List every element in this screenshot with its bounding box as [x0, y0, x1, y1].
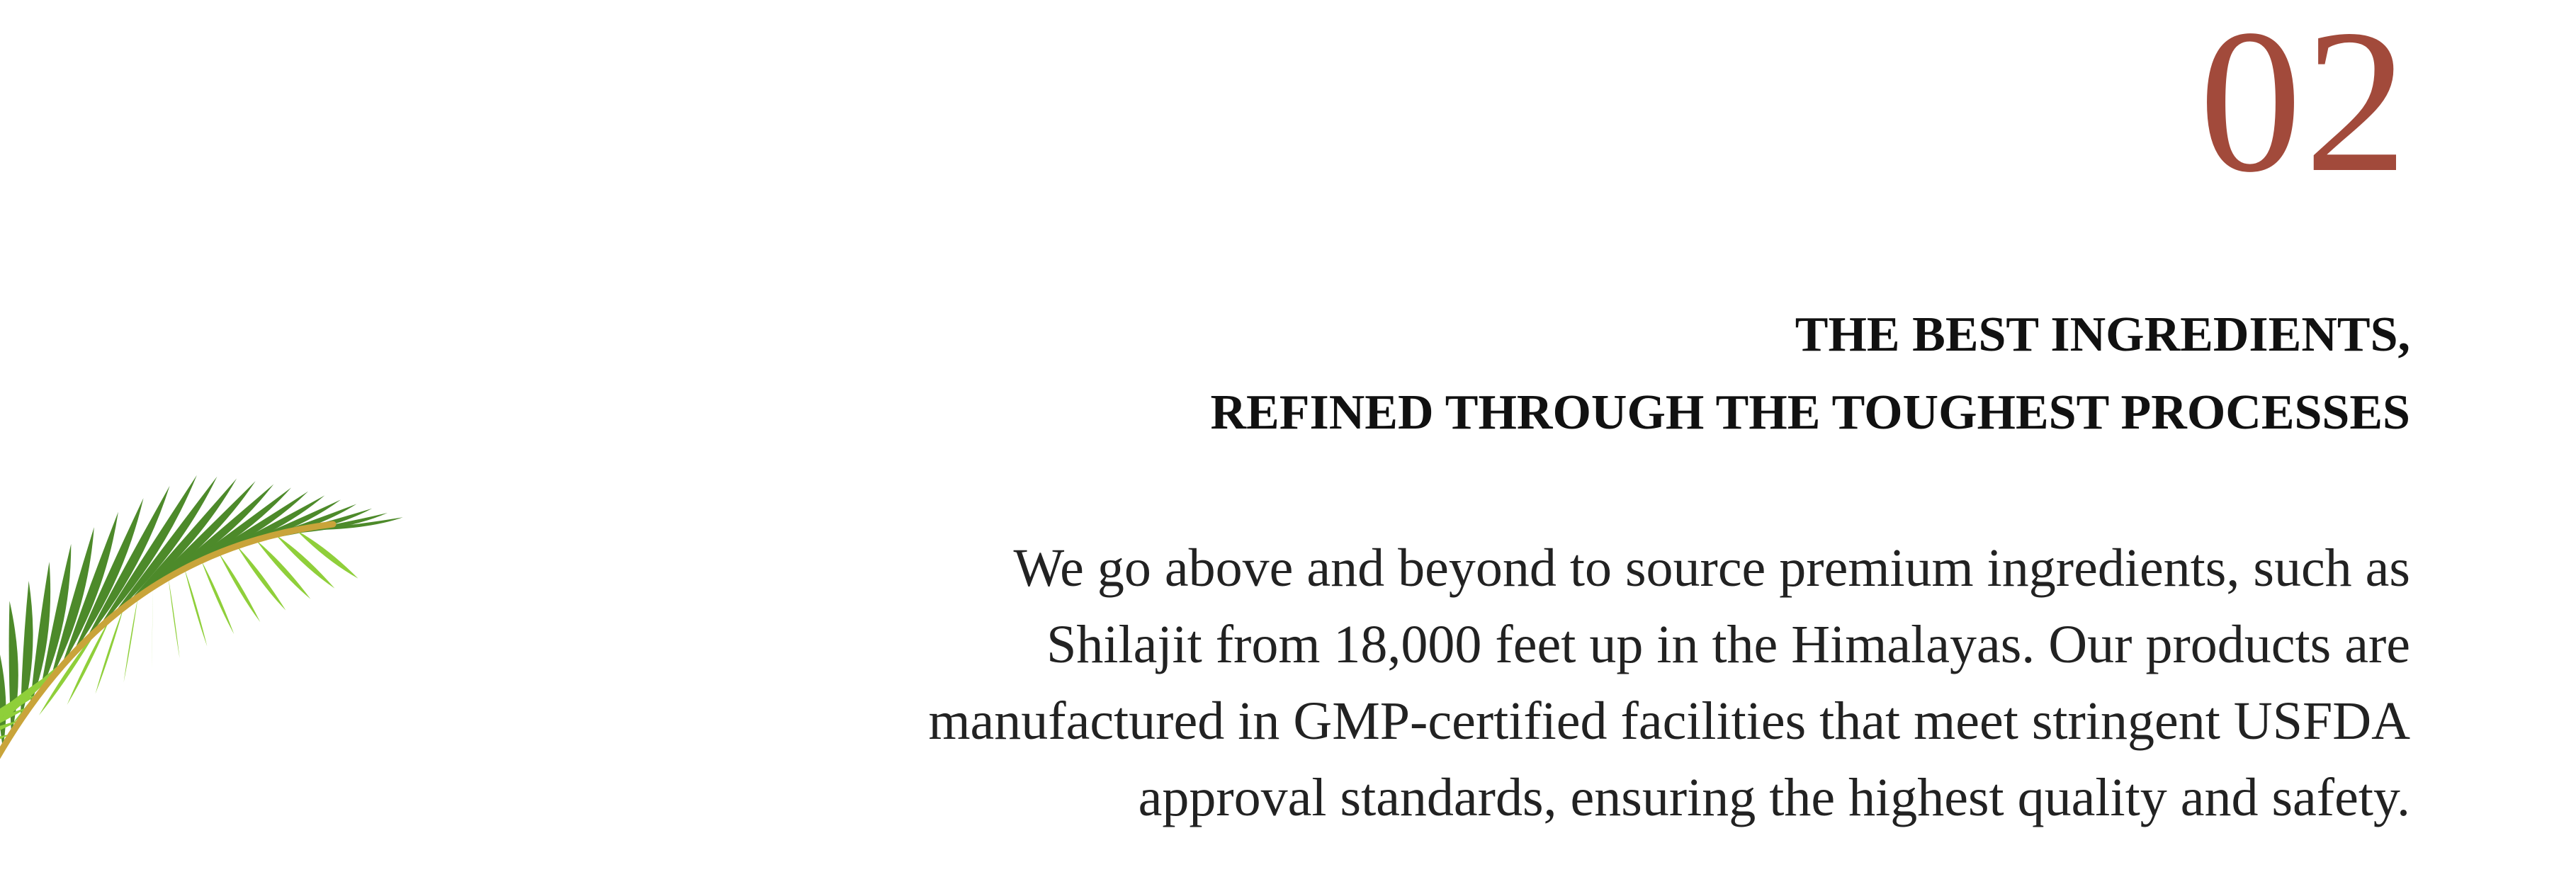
section-heading	[710, 296, 2410, 452]
palm-leaflet	[296, 530, 358, 578]
palm-leaflet	[276, 535, 334, 589]
palm-leaflet	[184, 569, 207, 646]
section-body: We go above and beyond to source premium ingredients, such as Shilajit from 18,000 feet up in the Himalayas. Our products are manufactured in GMP-certified facilities that meet stringent USFDA approval standards, ensuring the highest quality and safety.	[928, 538, 2410, 827]
palm-leaflet	[169, 577, 180, 658]
palm-leaf-image	[0, 312, 510, 779]
section-content	[710, 0, 2410, 836]
heading-line-1: THE BEST INGREDIENTS,	[1795, 307, 2410, 362]
palm-leaflet	[256, 540, 310, 599]
heading-line-2: REFINED THROUGH THE TOUGHEST PROCESSES	[1210, 385, 2410, 440]
palm-leaflet	[237, 546, 286, 611]
step-number: 02	[2199, 0, 2410, 215]
